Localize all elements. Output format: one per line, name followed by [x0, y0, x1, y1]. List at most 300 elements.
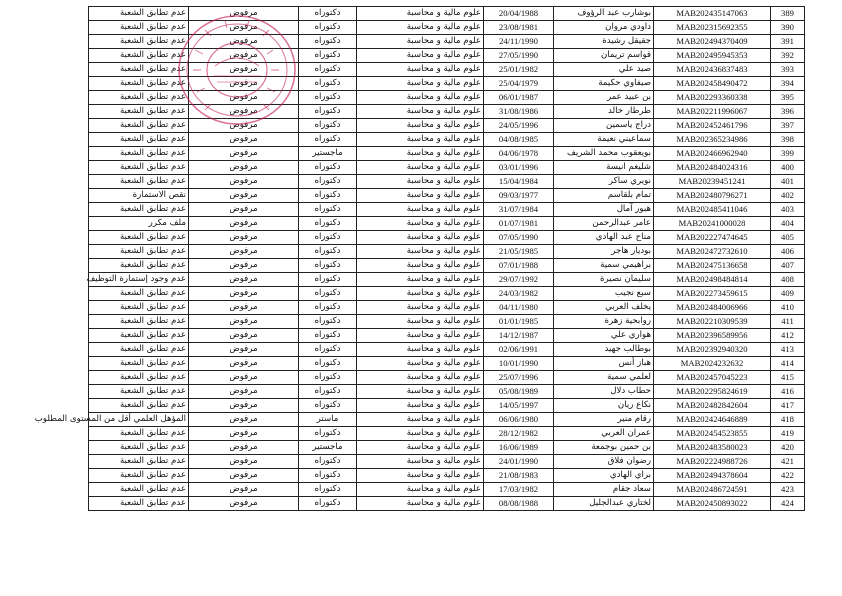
code-cell: MAB202483580023	[654, 441, 771, 455]
birth-date-cell: 27/05/1990	[484, 49, 554, 63]
table-row	[89, 77, 805, 91]
reason-cell: عدم تطابق الشعبة	[89, 245, 189, 259]
birth-date-cell: 01/07/1981	[484, 217, 554, 231]
code-cell: MAB202454523855	[654, 427, 771, 441]
row-number-cell: 415	[771, 371, 805, 385]
specialty-cell: علوم مالية و محاسبة	[357, 315, 484, 329]
code-cell: MAB202494370409	[654, 35, 771, 49]
code-cell: MAB2024232632	[654, 357, 771, 371]
table-row	[89, 273, 805, 287]
decision-cell: مرفوض	[189, 371, 299, 385]
decision-cell: مرفوض	[189, 161, 299, 175]
code-cell: MAB202486724591	[654, 483, 771, 497]
decision-cell: مرفوض	[189, 469, 299, 483]
degree-cell: دكتوراه	[299, 399, 357, 413]
code-cell: MAB202484024316	[654, 161, 771, 175]
decision-cell: مرفوض	[189, 21, 299, 35]
row-number-cell: 395	[771, 91, 805, 105]
table-body	[34, 7, 805, 511]
table-row	[89, 399, 805, 413]
reason-cell: عدم تطابق الشعبة	[89, 455, 189, 469]
specialty-cell: علوم مالية و محاسبة	[357, 483, 484, 497]
reason-cell: عدم تطابق الشعبة	[89, 7, 189, 21]
reason-cell: عدم تطابق الشعبة	[89, 91, 189, 105]
degree-cell: دكتوراه	[299, 315, 357, 329]
code-cell: MAB202435147063	[654, 7, 771, 21]
degree-cell: دكتوراه	[299, 105, 357, 119]
table-row	[89, 35, 805, 49]
degree-cell: دكتوراه	[299, 259, 357, 273]
specialty-cell: علوم مالية و محاسبة	[357, 343, 484, 357]
row-number-cell: 405	[771, 231, 805, 245]
reason-cell: المؤهل العلمي أقل من المستوى المطلوب	[89, 413, 189, 427]
degree-cell: دكتوراه	[299, 245, 357, 259]
code-cell: MAB202293360338	[654, 91, 771, 105]
birth-date-cell: 23/08/1981	[484, 21, 554, 35]
row-number-cell: 404	[771, 217, 805, 231]
specialty-cell: علوم مالية و محاسبة	[357, 497, 484, 511]
reason-cell: عدم تطابق الشعبة	[89, 119, 189, 133]
decision-cell: مرفوض	[189, 315, 299, 329]
birth-date-cell: 03/01/1996	[484, 161, 554, 175]
table-row	[89, 133, 805, 147]
name-cell: سبع نجيب	[554, 287, 654, 301]
degree-cell: دكتوراه	[299, 469, 357, 483]
birth-date-cell: 06/01/1987	[484, 91, 554, 105]
specialty-cell: علوم مالية و محاسبة	[357, 301, 484, 315]
degree-cell: دكتوراه	[299, 189, 357, 203]
specialty-cell: علوم مالية و محاسبة	[357, 7, 484, 21]
table-row	[89, 315, 805, 329]
reason-cell: ملف مكرر	[89, 217, 189, 231]
table-row	[89, 189, 805, 203]
specialty-cell: علوم مالية و محاسبة	[357, 399, 484, 413]
reason-cell: عدم تطابق الشعبة	[89, 175, 189, 189]
name-cell: لختاري عبدالجليل	[554, 497, 654, 511]
decision-cell: مرفوض	[189, 63, 299, 77]
birth-date-cell: 08/08/1988	[484, 497, 554, 511]
table-row	[89, 49, 805, 63]
row-number-cell: 392	[771, 49, 805, 63]
decision-cell: مرفوض	[189, 385, 299, 399]
code-cell: MAB202484006966	[654, 301, 771, 315]
code-cell: MAB202273459615	[654, 287, 771, 301]
code-cell: MAB202457045223	[654, 371, 771, 385]
birth-date-cell: 15/04/1984	[484, 175, 554, 189]
birth-date-cell: 09/03/1977	[484, 189, 554, 203]
reason-cell: عدم تطابق الشعبة	[89, 105, 189, 119]
specialty-cell: علوم مالية و محاسبة	[357, 245, 484, 259]
specialty-cell: علوم مالية و محاسبة	[357, 469, 484, 483]
reason-cell: نقص الاستمارة	[89, 189, 189, 203]
table-row	[89, 385, 805, 399]
table-row	[89, 441, 805, 455]
reason-cell: عدم تطابق الشعبة	[89, 161, 189, 175]
degree-cell: دكتوراه	[299, 343, 357, 357]
row-number-cell: 408	[771, 273, 805, 287]
degree-cell: دكتوراه	[299, 455, 357, 469]
reason-cell: عدم تطابق الشعبة	[89, 343, 189, 357]
degree-cell: دكتوراه	[299, 483, 357, 497]
table-row	[89, 483, 805, 497]
name-cell: هواري علي	[554, 329, 654, 343]
name-cell: حطاب دلال	[554, 385, 654, 399]
table-row	[89, 371, 805, 385]
birth-date-cell: 01/01/1985	[484, 315, 554, 329]
row-number-cell: 407	[771, 259, 805, 273]
code-cell: MAB202224988726	[654, 455, 771, 469]
name-cell: بوشارب عبد الرؤوف	[554, 7, 654, 21]
birth-date-cell: 14/05/1997	[484, 399, 554, 413]
row-number-cell: 403	[771, 203, 805, 217]
degree-cell: دكتوراه	[299, 427, 357, 441]
code-cell: MAB202458490472	[654, 77, 771, 91]
reason-cell: عدم تطابق الشعبة	[89, 21, 189, 35]
reason-cell: عدم تطابق الشعبة	[89, 315, 189, 329]
table-row	[89, 301, 805, 315]
row-number-cell: 422	[771, 469, 805, 483]
birth-date-cell: 04/06/1978	[484, 147, 554, 161]
decision-cell: مرفوض	[189, 399, 299, 413]
name-cell: روابحية زهرة	[554, 315, 654, 329]
specialty-cell: علوم مالية و محاسبة	[357, 175, 484, 189]
decision-cell: مرفوض	[189, 245, 299, 259]
reason-cell: عدم تطابق الشعبة	[89, 357, 189, 371]
table-row	[89, 357, 805, 371]
code-cell: MAB202495945353	[654, 49, 771, 63]
birth-date-cell: 24/05/1996	[484, 119, 554, 133]
code-cell: MAB202480796271	[654, 189, 771, 203]
table-row	[89, 119, 805, 133]
specialty-cell: علوم مالية و محاسبة	[357, 217, 484, 231]
row-number-cell: 421	[771, 455, 805, 469]
birth-date-cell: 20/04/1988	[484, 7, 554, 21]
table-row	[89, 175, 805, 189]
reason-cell: عدم تطابق الشعبة	[89, 483, 189, 497]
row-number-cell: 416	[771, 385, 805, 399]
row-number-cell: 420	[771, 441, 805, 455]
specialty-cell: علوم مالية و محاسبة	[357, 441, 484, 455]
name-cell: بويعقوب محمد الشريف	[554, 147, 654, 161]
row-number-cell: 401	[771, 175, 805, 189]
table-row	[89, 259, 805, 273]
table-row	[89, 469, 805, 483]
birth-date-cell: 04/08/1985	[484, 133, 554, 147]
name-cell: جقيقل رشيدة	[554, 35, 654, 49]
table-row	[89, 287, 805, 301]
decision-cell: مرفوض	[189, 35, 299, 49]
name-cell: رقام منير	[554, 413, 654, 427]
birth-date-cell: 25/01/1982	[484, 63, 554, 77]
name-cell: سماعيني نعيمة	[554, 133, 654, 147]
specialty-cell: علوم مالية و محاسبة	[357, 273, 484, 287]
specialty-cell: علوم مالية و محاسبة	[357, 105, 484, 119]
degree-cell: دكتوراه	[299, 217, 357, 231]
degree-cell: دكتوراه	[299, 7, 357, 21]
degree-cell: دكتوراه	[299, 77, 357, 91]
degree-cell: دكتوراه	[299, 91, 357, 105]
row-number-cell: 399	[771, 147, 805, 161]
birth-date-cell: 04/11/1980	[484, 301, 554, 315]
reason-cell: عدم وجود إستمارة التوظيف	[89, 273, 189, 287]
decision-cell: مرفوض	[189, 357, 299, 371]
name-cell: بوديار هاجر	[554, 245, 654, 259]
reason-cell: عدم تطابق الشعبة	[89, 469, 189, 483]
decision-cell: مرفوض	[189, 7, 299, 21]
table-row	[89, 329, 805, 343]
name-cell: عامر عبدالرحمن	[554, 217, 654, 231]
birth-date-cell: 07/01/1988	[484, 259, 554, 273]
name-cell: نويري ساكر	[554, 175, 654, 189]
code-cell: MAB202210309539	[654, 315, 771, 329]
reason-cell: عدم تطابق الشعبة	[89, 371, 189, 385]
table-row	[89, 497, 805, 511]
degree-cell: دكتوراه	[299, 385, 357, 399]
reason-cell: عدم تطابق الشعبة	[89, 77, 189, 91]
name-cell: سليمان نصيرة	[554, 273, 654, 287]
table-row	[89, 343, 805, 357]
name-cell: هباز أنس	[554, 357, 654, 371]
reason-cell: عدم تطابق الشعبة	[89, 287, 189, 301]
code-cell: MAB202498484814	[654, 273, 771, 287]
specialty-cell: علوم مالية و محاسبة	[357, 147, 484, 161]
table-row	[89, 161, 805, 175]
decision-cell: مرفوض	[189, 217, 299, 231]
code-cell: MAB202315692355	[654, 21, 771, 35]
decision-cell: مرفوض	[189, 91, 299, 105]
degree-cell: دكتوراه	[299, 133, 357, 147]
degree-cell: دكتوراه	[299, 35, 357, 49]
code-cell: MAB202494378604	[654, 469, 771, 483]
name-cell: براي الهادي	[554, 469, 654, 483]
name-cell: سعاد جقام	[554, 483, 654, 497]
name-cell: شليغم انيسة	[554, 161, 654, 175]
name-cell: طرطار خالد	[554, 105, 654, 119]
row-number-cell: 419	[771, 427, 805, 441]
degree-cell: دكتوراه	[299, 63, 357, 77]
code-cell: MAB202211996067	[654, 105, 771, 119]
specialty-cell: علوم مالية و محاسبة	[357, 161, 484, 175]
specialty-cell: علوم مالية و محاسبة	[357, 287, 484, 301]
name-cell: بوطالب جهيد	[554, 343, 654, 357]
specialty-cell: علوم مالية و محاسبة	[357, 259, 484, 273]
degree-cell: دكتوراه	[299, 329, 357, 343]
name-cell: رضوان فلاق	[554, 455, 654, 469]
reason-cell: عدم تطابق الشعبة	[89, 259, 189, 273]
code-cell: MAB202466962940	[654, 147, 771, 161]
name-cell: براهيمي سمية	[554, 259, 654, 273]
decision-cell: مرفوض	[189, 455, 299, 469]
degree-cell: دكتوراه	[299, 161, 357, 175]
specialty-cell: علوم مالية و محاسبة	[357, 329, 484, 343]
name-cell: بن عبيد عمر	[554, 91, 654, 105]
degree-cell: ماجستير	[299, 441, 357, 455]
row-number-cell: 390	[771, 21, 805, 35]
reason-cell: عدم تطابق الشعبة	[89, 497, 189, 511]
birth-date-cell: 29/07/1992	[484, 273, 554, 287]
name-cell: صيد علي	[554, 63, 654, 77]
degree-cell: دكتوراه	[299, 357, 357, 371]
name-cell: عمران العربي	[554, 427, 654, 441]
birth-date-cell: 17/03/1982	[484, 483, 554, 497]
row-number-cell: 424	[771, 497, 805, 511]
name-cell: دراج ياسمين	[554, 119, 654, 133]
decision-cell: مرفوض	[189, 133, 299, 147]
row-number-cell: 394	[771, 77, 805, 91]
degree-cell: دكتوراه	[299, 371, 357, 385]
row-number-cell: 418	[771, 413, 805, 427]
decision-cell: مرفوض	[189, 287, 299, 301]
degree-cell: دكتوراه	[299, 119, 357, 133]
code-cell: MAB202482842604	[654, 399, 771, 413]
decision-cell: مرفوض	[189, 497, 299, 511]
degree-cell: دكتوراه	[299, 273, 357, 287]
birth-date-cell: 24/11/1990	[484, 35, 554, 49]
table-row	[89, 21, 805, 35]
specialty-cell: علوم مالية و محاسبة	[357, 427, 484, 441]
row-number-cell: 398	[771, 133, 805, 147]
specialty-cell: علوم مالية و محاسبة	[357, 133, 484, 147]
specialty-cell: علوم مالية و محاسبة	[357, 357, 484, 371]
name-cell: تمام بلقاسم	[554, 189, 654, 203]
row-number-cell: 393	[771, 63, 805, 77]
decision-cell: مرفوض	[189, 147, 299, 161]
reason-cell: عدم تطابق الشعبة	[89, 35, 189, 49]
degree-cell: دكتوراه	[299, 231, 357, 245]
reason-cell: عدم تطابق الشعبة	[89, 49, 189, 63]
table-row	[89, 7, 805, 21]
birth-date-cell: 06/06/1980	[484, 413, 554, 427]
specialty-cell: علوم مالية و محاسبة	[357, 119, 484, 133]
birth-date-cell: 31/08/1986	[484, 105, 554, 119]
birth-date-cell: 02/06/1991	[484, 343, 554, 357]
decision-cell: مرفوض	[189, 49, 299, 63]
degree-cell: ماستر	[299, 413, 357, 427]
birth-date-cell: 24/03/1982	[484, 287, 554, 301]
birth-date-cell: 16/06/1989	[484, 441, 554, 455]
table-row	[89, 147, 805, 161]
code-cell: MAB202365234986	[654, 133, 771, 147]
decision-cell: مرفوض	[189, 175, 299, 189]
decision-cell: مرفوض	[189, 259, 299, 273]
decision-cell: مرفوض	[189, 77, 299, 91]
name-cell: صيفاوي حكيمة	[554, 77, 654, 91]
specialty-cell: علوم مالية و محاسبة	[357, 49, 484, 63]
name-cell: لعلمي سمية	[554, 371, 654, 385]
code-cell: MAB202472732610	[654, 245, 771, 259]
reason-cell: عدم تطابق الشعبة	[89, 133, 189, 147]
birth-date-cell: 07/05/1990	[484, 231, 554, 245]
reason-cell: عدم تطابق الشعبة	[89, 441, 189, 455]
specialty-cell: علوم مالية و محاسبة	[357, 63, 484, 77]
birth-date-cell: 21/05/1985	[484, 245, 554, 259]
table-row	[89, 231, 805, 245]
row-number-cell: 412	[771, 329, 805, 343]
reason-cell: عدم تطابق الشعبة	[89, 63, 189, 77]
row-number-cell: 396	[771, 105, 805, 119]
birth-date-cell: 25/07/1996	[484, 371, 554, 385]
name-cell: مناح عبد الهادي	[554, 231, 654, 245]
code-cell: MAB202452461796	[654, 119, 771, 133]
table-row	[89, 63, 805, 77]
code-cell: MAB202450893022	[654, 497, 771, 511]
row-number-cell: 406	[771, 245, 805, 259]
row-number-cell: 413	[771, 343, 805, 357]
decision-cell: مرفوض	[189, 483, 299, 497]
degree-cell: دكتوراه	[299, 497, 357, 511]
decision-cell: مرفوض	[189, 273, 299, 287]
birth-date-cell: 21/08/1983	[484, 469, 554, 483]
degree-cell: ماجستير	[299, 147, 357, 161]
reason-cell: عدم تطابق الشعبة	[89, 203, 189, 217]
decision-cell: مرفوض	[189, 427, 299, 441]
specialty-cell: علوم مالية و محاسبة	[357, 35, 484, 49]
row-number-cell: 410	[771, 301, 805, 315]
code-cell: MAB202295824619	[654, 385, 771, 399]
name-cell: داودي مروان	[554, 21, 654, 35]
birth-date-cell: 25/04/1979	[484, 77, 554, 91]
code-cell: MAB202227474645	[654, 231, 771, 245]
degree-cell: دكتوراه	[299, 21, 357, 35]
row-number-cell: 400	[771, 161, 805, 175]
birth-date-cell: 14/12/1987	[484, 329, 554, 343]
specialty-cell: علوم مالية و محاسبة	[357, 21, 484, 35]
birth-date-cell: 10/01/1990	[484, 357, 554, 371]
decision-cell: مرفوض	[189, 231, 299, 245]
specialty-cell: علوم مالية و محاسبة	[357, 231, 484, 245]
name-cell: يخلف العربي	[554, 301, 654, 315]
name-cell: قواسم تريمان	[554, 49, 654, 63]
code-cell: MAB202475136658	[654, 259, 771, 273]
table-row	[89, 427, 805, 441]
table-row	[89, 245, 805, 259]
code-cell: MAB202392940320	[654, 343, 771, 357]
row-number-cell: 409	[771, 287, 805, 301]
degree-cell: دكتوراه	[299, 287, 357, 301]
specialty-cell: علوم مالية و محاسبة	[357, 371, 484, 385]
specialty-cell: علوم مالية و محاسبة	[357, 385, 484, 399]
name-cell: هبور آمال	[554, 203, 654, 217]
table-row	[89, 217, 805, 231]
degree-cell: دكتوراه	[299, 203, 357, 217]
decision-cell: مرفوض	[189, 329, 299, 343]
table-row	[89, 455, 805, 469]
birth-date-cell: 24/01/1990	[484, 455, 554, 469]
reason-cell: عدم تطابق الشعبة	[89, 147, 189, 161]
name-cell: بن حمين بوجمعة	[554, 441, 654, 455]
decision-cell: مرفوض	[189, 189, 299, 203]
specialty-cell: علوم مالية و محاسبة	[357, 189, 484, 203]
table-row	[89, 203, 805, 217]
specialty-cell: علوم مالية و محاسبة	[357, 77, 484, 91]
table-row	[89, 413, 805, 427]
birth-date-cell: 28/12/1982	[484, 427, 554, 441]
row-number-cell: 414	[771, 357, 805, 371]
degree-cell: دكتوراه	[299, 175, 357, 189]
decision-cell: مرفوض	[189, 105, 299, 119]
degree-cell: دكتوراه	[299, 49, 357, 63]
degree-cell: دكتوراه	[299, 301, 357, 315]
table-row	[89, 91, 805, 105]
reason-cell: عدم تطابق الشعبة	[89, 427, 189, 441]
candidates-table	[34, 6, 805, 511]
reason-cell: عدم تطابق الشعبة	[89, 399, 189, 413]
reason-cell: عدم تطابق الشعبة	[89, 231, 189, 245]
code-cell: MAB202396589956	[654, 329, 771, 343]
decision-cell: مرفوض	[189, 441, 299, 455]
row-number-cell: 389	[771, 7, 805, 21]
reason-cell: عدم تطابق الشعبة	[89, 301, 189, 315]
